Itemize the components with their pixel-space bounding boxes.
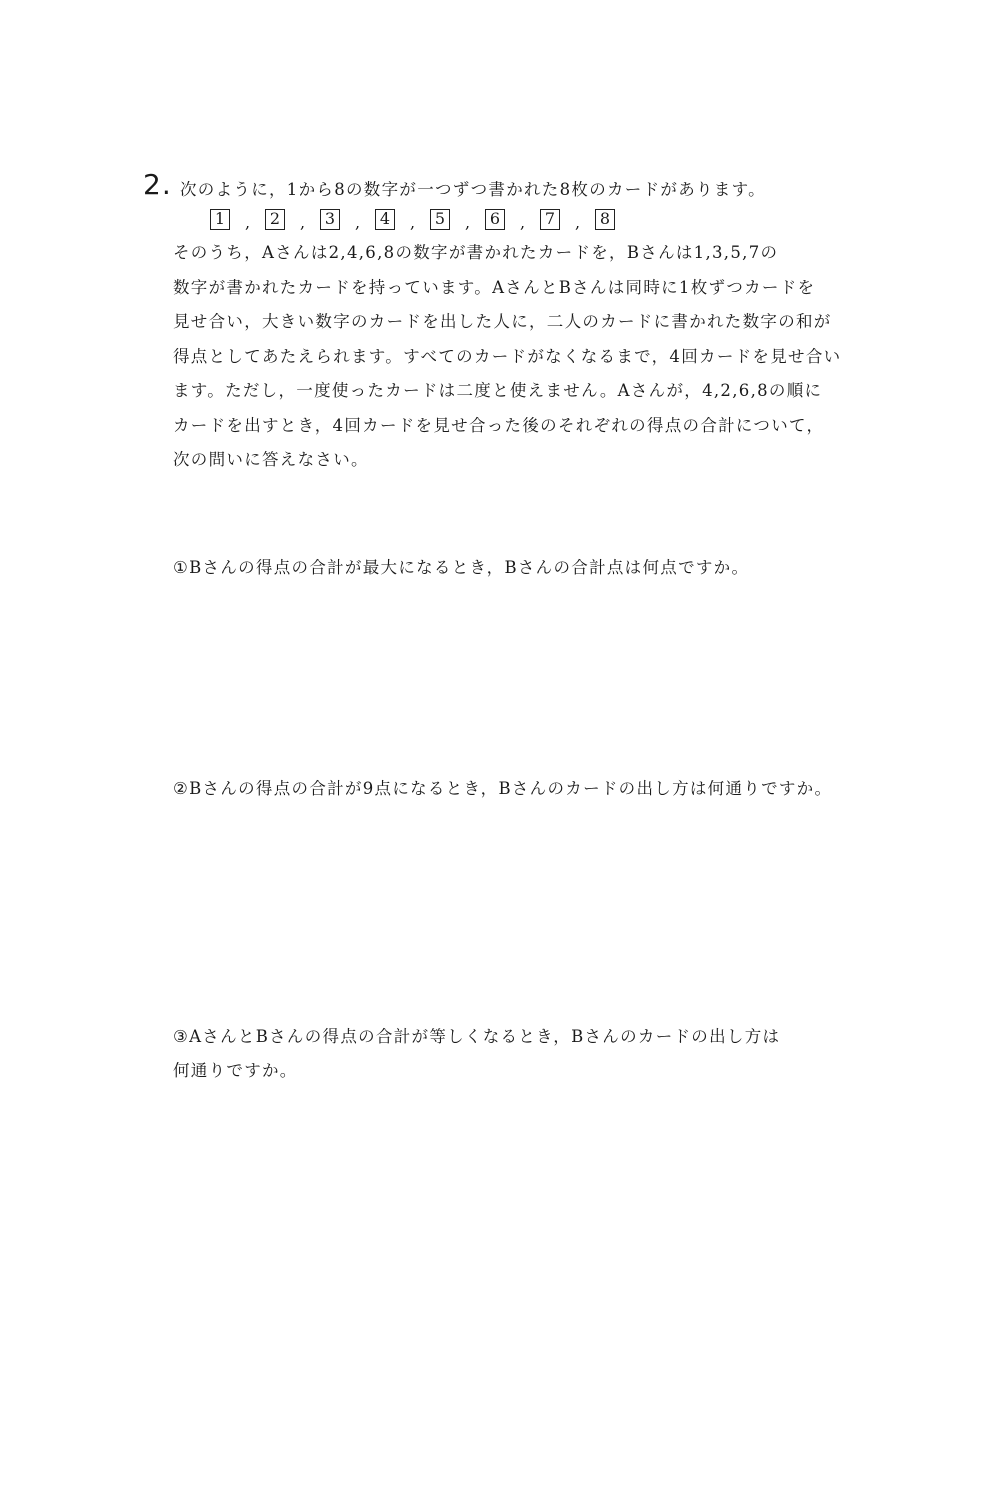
card-separator: , — [574, 212, 581, 232]
problem-intro: 次のように，1から8の数字が一つずつ書かれた8枚のカードがあります。 — [180, 180, 766, 199]
card-5: 5 — [430, 209, 450, 230]
problem-paragraph — [173, 236, 841, 478]
card-separator: , — [409, 212, 416, 232]
card-separator: , — [299, 212, 306, 232]
question-1 — [173, 551, 749, 585]
paragraph-line: 見せ合い，大きい数字のカードを出した人に，二人のカードに書かれた数字の和が — [173, 312, 832, 331]
card-separator: , — [354, 212, 361, 232]
question-line: ③AさんとBさんの得点の合計が等しくなるとき，Bさんのカードの出し方は — [173, 1027, 781, 1046]
paragraph-line: そのうち，Aさんは2,4,6,8の数字が書かれたカードを，Bさんは1,3,5,7の — [173, 243, 779, 262]
card-separator: , — [464, 212, 471, 232]
card-1: 1 — [210, 209, 230, 230]
paragraph-line: カードを出すとき，4回カードを見せ合った後のそれぞれの得点の合計について， — [173, 415, 825, 435]
question-3 — [173, 1020, 780, 1088]
card-7: 7 — [540, 209, 560, 230]
question-line: ②Bさんの得点の合計が9点になるとき，Bさんのカードの出し方は何通りですか。 — [173, 779, 833, 798]
question-2 — [173, 772, 832, 806]
card-8: 8 — [595, 209, 615, 230]
card-row — [210, 207, 615, 231]
paragraph-line: 次の問いに答えなさい。 — [173, 450, 369, 469]
card-6: 6 — [485, 209, 505, 230]
card-separator: , — [519, 212, 526, 232]
paragraph-line: 数字が書かれたカードを持っています。AさんとBさんは同時に1枚ずつカードを — [173, 277, 816, 297]
card-separator: , — [244, 212, 251, 232]
card-2: 2 — [265, 209, 285, 230]
card-4: 4 — [375, 209, 395, 230]
question-line: 何通りですか。 — [173, 1061, 298, 1080]
paragraph-line: 得点としてあたえられます。すべてのカードがなくなるまで，4回カードを見せ合い — [173, 346, 842, 366]
card-3: 3 — [320, 209, 340, 230]
question-line: ①Bさんの得点の合計が最大になるとき，Bさんの合計点は何点ですか。 — [173, 558, 750, 577]
problem-number: 2. — [143, 168, 172, 201]
paragraph-line: ます。ただし，一度使ったカードは二度と使えません。Aさんが，4,2,6,8の順に — [173, 381, 823, 400]
